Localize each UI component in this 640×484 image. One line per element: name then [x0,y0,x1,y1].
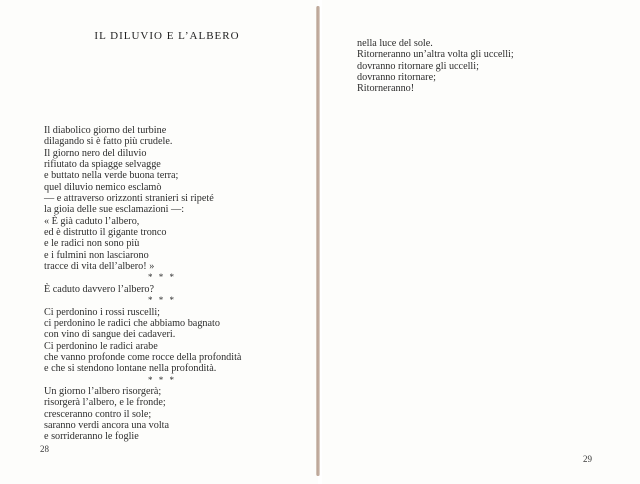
right-poem-lines [357,38,514,95]
stanza-separator: * * * [148,295,176,306]
poem-line: tracce di vita dell’albero! » [44,261,155,273]
poem-title: IL DILUVIO E L’ALBERO [94,30,240,42]
poem-line: quel diluvio nemico esclamò [44,181,162,193]
poem-line: Ci perdonino le radici arabe [44,340,158,352]
poem-line: rifiutato da spiagge selvagge [44,159,161,171]
poem-line: con vino di sangue dei cadaveri. [44,329,176,341]
poem-line: — e attraverso orizzonti stranieri si ripeté [44,193,214,205]
poem-line: Ritorneranno un’altra volta gli uccelli; [357,49,514,61]
poem-line: Ci perdonino i rossi ruscelli; [44,306,161,318]
poem-line: « È già caduto l’albero, [44,215,140,227]
poem-line: Il giorno nero del diluvio [44,147,147,159]
poem-line: e sorrideranno le foglie [44,431,139,443]
poem-line: e buttato nella verde buona terra; [44,170,179,182]
poem-line: Ritorneranno! [357,83,415,95]
poem-line: dilagando si è fatto più crudele. [44,136,173,148]
left-poem-lines [44,125,241,443]
poem-line: Il diabolico giorno del turbine [44,125,167,136]
poem-line: cresceranno contro il sole; [44,408,152,420]
stanza-separator: * * * [148,374,176,385]
page-number-right: 29 [583,454,592,464]
poem-line: la gioia delle sue esclamazioni —: [44,204,185,216]
poem-line: e che si stendono lontane nella profondità. [44,363,217,375]
page-number-left: 28 [40,444,49,454]
poem-line: È caduto davvero l’albero? [44,283,155,295]
poem-line: ed è distrutto il gigante tronco [44,227,167,239]
poem-line: dovranno ritornare; [357,72,436,84]
book-gutter [316,6,320,476]
poem-line: nella luce del sole. [357,38,433,49]
stanza-separator: * * * [148,272,176,283]
poem-line: dovranno ritornare gli uccelli; [357,60,479,72]
poem-line: e i fulmini non lasciarono [44,249,149,261]
poem-line: e le radici non sono più [44,238,140,250]
poem-line: che vanno profonde come rocce della profondità [44,351,242,363]
poem-line: ci perdonino le radici che abbiamo bagnato [44,317,220,329]
poem-line: risorgerà l’albero, e le fronde; [44,397,166,409]
poem-line: saranno verdi ancora una volta [44,419,170,431]
poem-line: Un giorno l’albero risorgerà; [44,385,162,397]
